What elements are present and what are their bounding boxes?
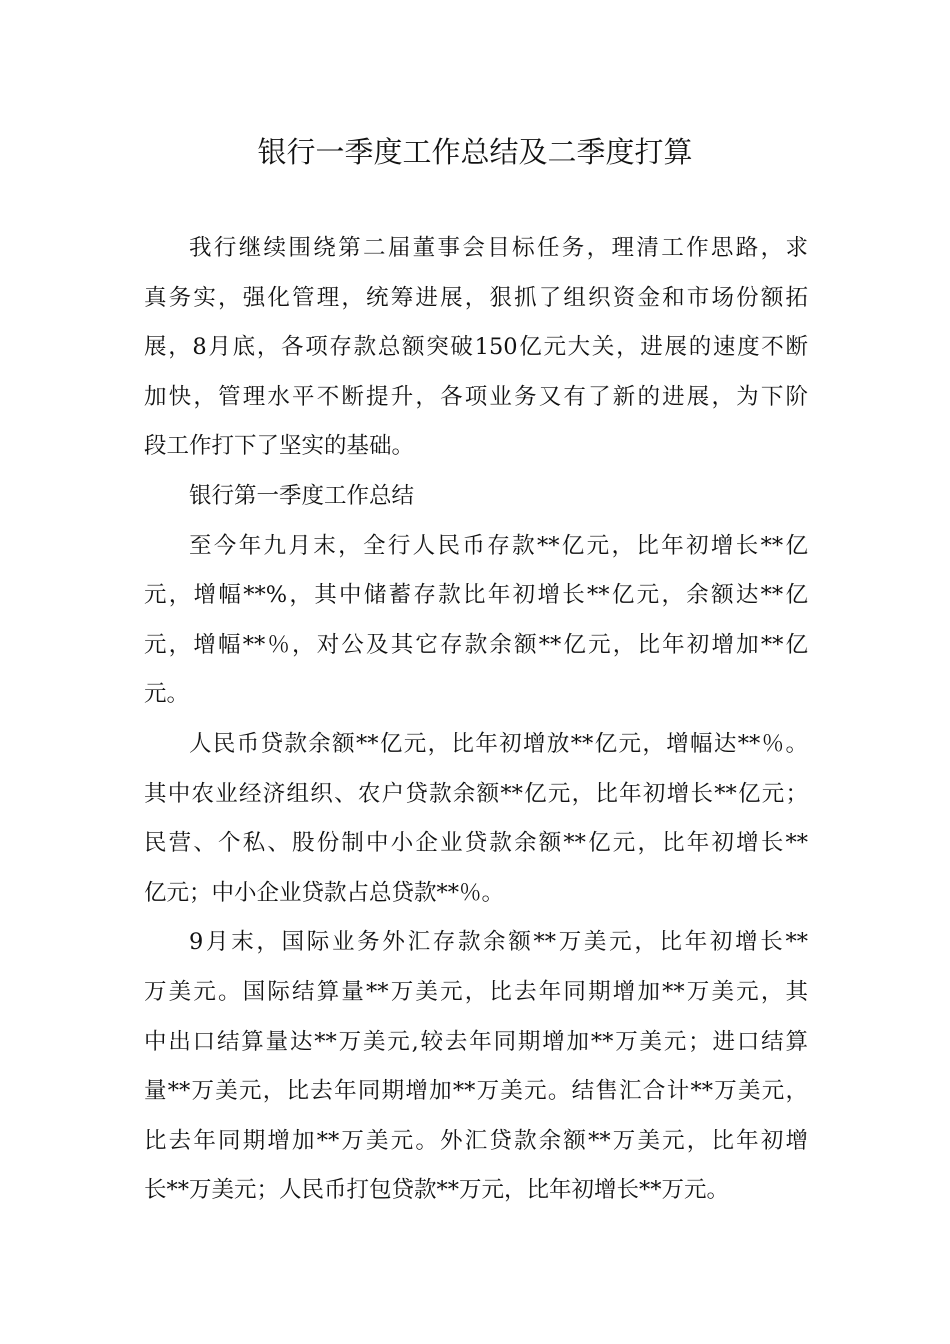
paragraph-deposits [144, 522, 808, 720]
document-title: 银行一季度工作总结及二季度打算 [257, 135, 693, 169]
text-line: 元，增幅**%，其中储蓄存款比年初增长**亿元，余额达**亿 [144, 582, 808, 609]
text-line: 中出口结算量达**万美元,较去年同期增加**万美元；进口结算 [144, 1028, 808, 1055]
text-line: 9月末，国际业务外汇存款余额**万美元，比年初增长** [189, 929, 808, 956]
text-line: 万美元。国际结算量**万美元，比去年同期增加**万美元，其 [144, 978, 808, 1005]
text-line: 量**万美元，比去年同期增加**万美元。结售汇合计**万美元， [144, 1078, 808, 1105]
document-body [144, 224, 808, 1216]
text-line: 人民币贷款余额**亿元，比年初增放**亿元，增幅达**％。 [189, 730, 808, 757]
text-line: 真务实，强化管理，统筹进展，狠抓了组织资金和市场份额拓 [144, 284, 808, 311]
text-line: 段工作打下了坚实的基础。 [144, 433, 415, 460]
text-line: 其中农业经济组织、农户贷款余额**亿元，比年初增长**亿元； [144, 780, 808, 807]
text-line: 比去年同期增加**万美元。外汇贷款余额**万美元，比年初增 [144, 1127, 808, 1154]
paragraph-international [144, 918, 808, 1216]
text-line: 民营、个私、股份制中小企业贷款余额**亿元，比年初增长** [144, 830, 808, 857]
text-line: 元。 [144, 681, 190, 708]
text-line: 展，8月底，各项存款总额突破150亿元大关，进展的速度不断 [144, 334, 808, 361]
text-line: 元，增幅**％，对公及其它存款余额**亿元，比年初增加**亿 [144, 631, 808, 658]
text-line: 亿元；中小企业贷款占总贷款**％。 [144, 879, 505, 906]
text-line: 银行第一季度工作总结 [189, 482, 415, 509]
paragraph-loans [144, 720, 808, 918]
text-line: 至今年九月末，全行人民币存款**亿元，比年初增长**亿 [189, 532, 808, 559]
text-line: 我行继续围绕第二届董事会目标任务，理清工作思路，求 [189, 235, 808, 261]
paragraph-intro [144, 224, 808, 472]
text-line: 加快，管理水平不断提升，各项业务又有了新的进展，为下阶 [144, 383, 808, 410]
text-line: 长**万美元；人民币打包贷款**万元，比年初增长**万元。 [144, 1177, 730, 1204]
section-heading [144, 472, 808, 522]
